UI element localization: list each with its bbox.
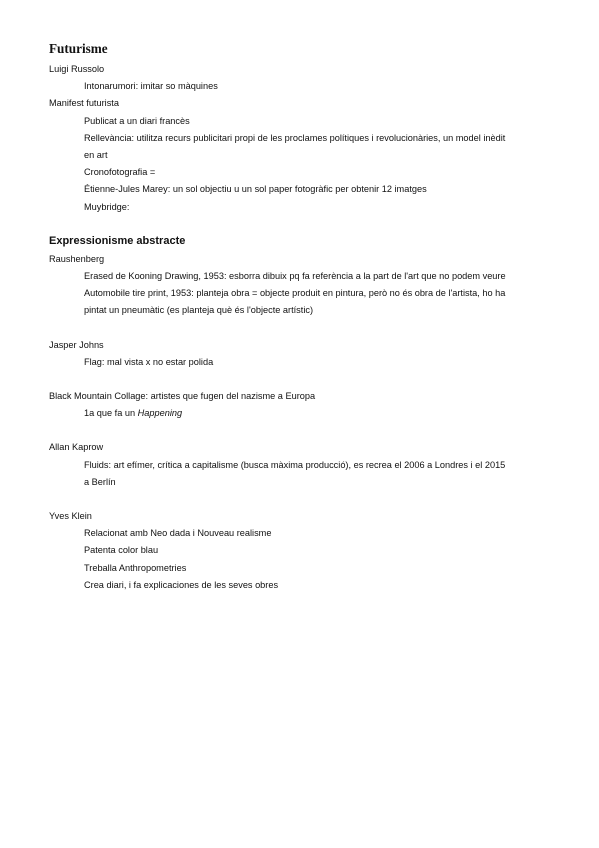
entry-black-mountain: Black Mountain Collage: artistes que fugen del nazisme a Europa — [49, 391, 316, 402]
note-klein-3: Treballa Anthropometries — [84, 562, 187, 573]
note-fluids-line2: a Berlín — [84, 476, 116, 487]
note-publicat: Publicat a un diari francès — [84, 115, 190, 126]
entry-jasper-johns: Jasper Johns — [49, 339, 104, 350]
note-cronofotografia: Cronofotografia = — [84, 167, 156, 178]
note-erased: Erased de Kooning Drawing, 1953: esborra dibuix pq fa referència a la part de l'art que no podem veure — [84, 271, 506, 282]
entry-kaprow: Allan Kaprow — [49, 442, 104, 453]
note-happening — [84, 405, 559, 422]
happening-prefix: 1a que fa un — [84, 408, 138, 419]
note-automobile-line1: Automobile tire print, 1953: planteja obra = objecte produit en pintura, però no és obra de l'artista, ho ha — [84, 288, 506, 299]
note-rellevancia-line1: Rellevància: utilitza recurs publicitari propi de les proclames polítiques i revolucionàries, un model inèdit — [84, 132, 506, 143]
note-marey: Étienne-Jules Marey: un sol objectiu u un sol paper fotogràfic per obtenir 12 imatges — [84, 184, 427, 195]
note-fluids-line1: Fluids: art efímer, crítica a capitalisme (busca màxima producció), es recrea el 2006 a Londres i el 2015 — [84, 459, 506, 470]
document-body — [49, 40, 559, 594]
note-rellevancia-line2: en art — [84, 150, 108, 161]
note-klein-4: Crea diari, i fa explicaciones de les seves obres — [84, 579, 279, 590]
note-automobile-line2: pintat un pneumàtic (es planteja què és l'objecte artístic) — [84, 305, 314, 316]
heading-futurisme: Futurisme — [49, 41, 108, 56]
note-flag: Flag: mal vista x no estar polida — [84, 356, 214, 367]
happening-term: Happening — [137, 408, 183, 419]
note-intonarumori: Intonarumori: imitar so màquines — [84, 81, 218, 92]
note-muybridge: Muybridge: — [84, 201, 130, 212]
entry-raushenberg: Raushenberg — [49, 253, 105, 264]
note-klein-1: Relacionat amb Neo dada i Nouveau realisme — [84, 528, 272, 539]
heading-expressionisme: Expressionisme abstracte — [49, 234, 186, 247]
entry-russolo: Luigi Russolo — [49, 64, 105, 74]
entry-yves-klein: Yves Klein — [49, 511, 92, 522]
entry-manifest: Manifest futurista — [49, 98, 119, 109]
note-klein-2: Patenta color blau — [84, 545, 159, 556]
